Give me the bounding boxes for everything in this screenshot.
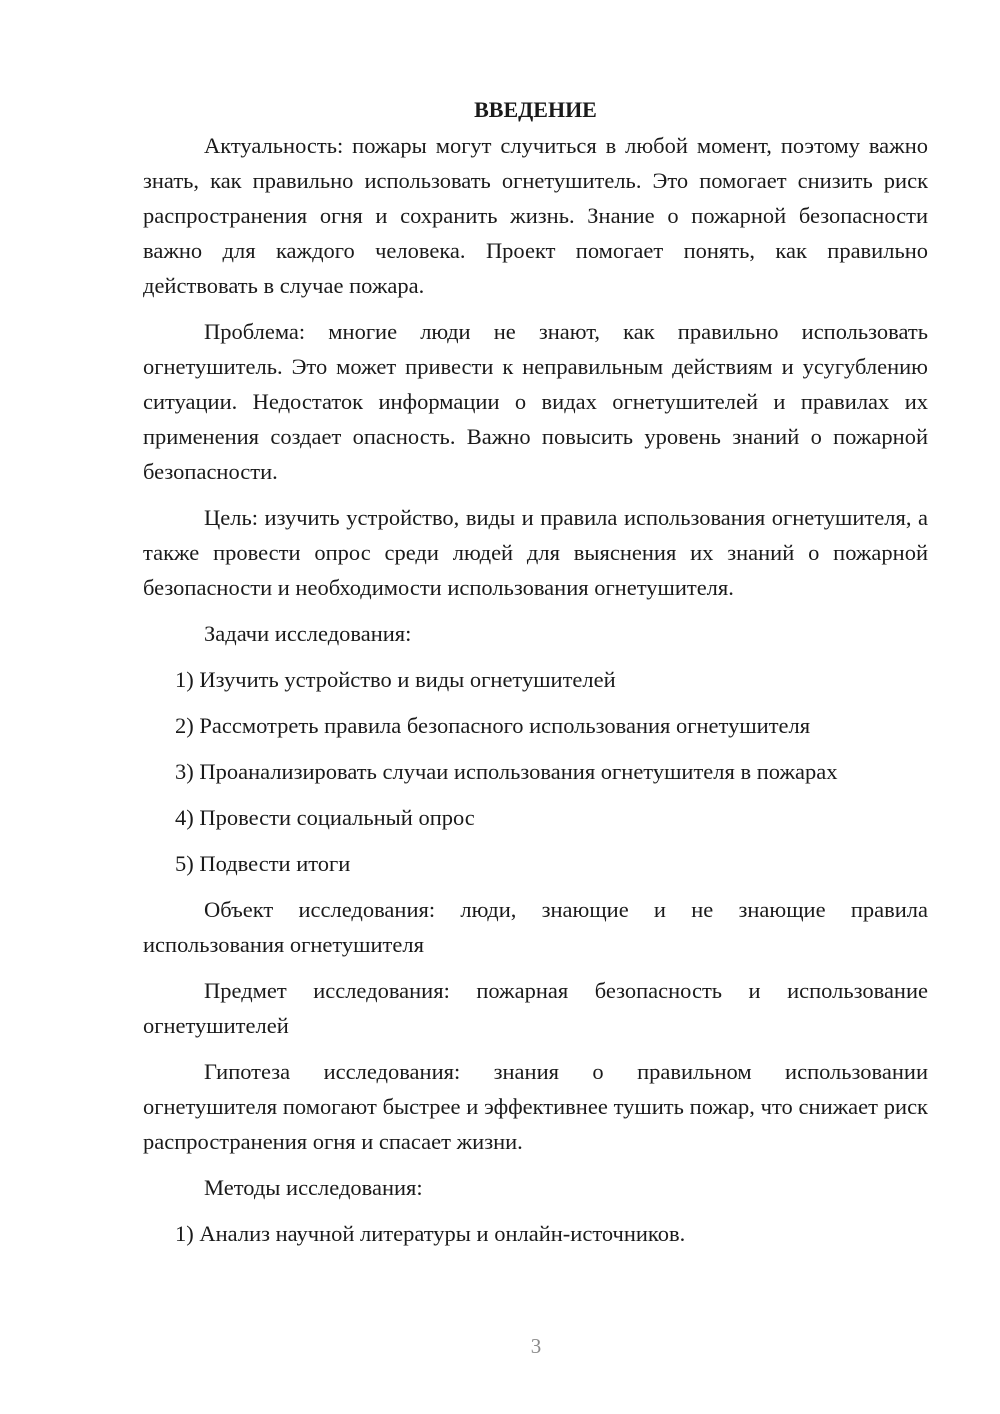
page-number: 3	[530, 1334, 542, 1358]
hypothesis-paragraph: Гипотеза исследования: знания о правильном использовании огнетушителя помогают быстрее и эффективнее тушить пожар, что снижает риск распространения огня и спасает жизни.	[143, 1059, 928, 1154]
methods-list	[143, 1216, 928, 1251]
goal-paragraph: Цель: изучить устройство, виды и правила использования огнетушителя, а также провести опрос среди людей для выяснения их знаний о пожарной безопасности и необходимости использования огнетушителя.	[143, 505, 928, 600]
problem-paragraph: Проблема: многие люди не знают, как правильно использовать огнетушитель. Это может привести к неправильным действиям и усугублению ситуации. Недостаток информации о видах огнетушителей и правилах их применения создает опасность. Важно повысить уровень знаний о пожарной безопасности.	[143, 319, 928, 484]
section-title: ВВЕДЕНИЕ	[474, 97, 597, 122]
tasks-heading: Задачи исследования:	[204, 621, 412, 646]
list-item: 1) Анализ научной литературы и онлайн-источников.	[175, 1221, 686, 1246]
list-item: 2) Рассмотреть правила безопасного использования огнетушителя	[175, 713, 811, 738]
methods-heading: Методы исследования:	[204, 1175, 423, 1200]
list-item: 3) Проанализировать случаи использования огнетушителя в пожарах	[175, 759, 838, 784]
relevance-paragraph: Актуальность: пожары могут случиться в любой момент, поэтому важно знать, как правильно использовать огнетушитель. Это помогает снизить риск распространения огня и сохранить жизнь. Знание о пожарной безопасности важно для каждого человека. Проект помогает понять, как правильно действовать в случае пожара.	[143, 133, 928, 298]
list-item: 1) Изучить устройство и виды огнетушителей	[175, 667, 616, 692]
tasks-list	[143, 662, 928, 881]
subject-paragraph: Предмет исследования: пожарная безопасность и использование огнетушителей	[143, 978, 928, 1038]
object-paragraph: Объект исследования: люди, знающие и не знающие правила использования огнетушителя	[143, 897, 928, 957]
list-item: 5) Подвести итоги	[175, 851, 351, 876]
document-page	[143, 94, 928, 1262]
list-item: 4) Провести социальный опрос	[175, 805, 475, 830]
